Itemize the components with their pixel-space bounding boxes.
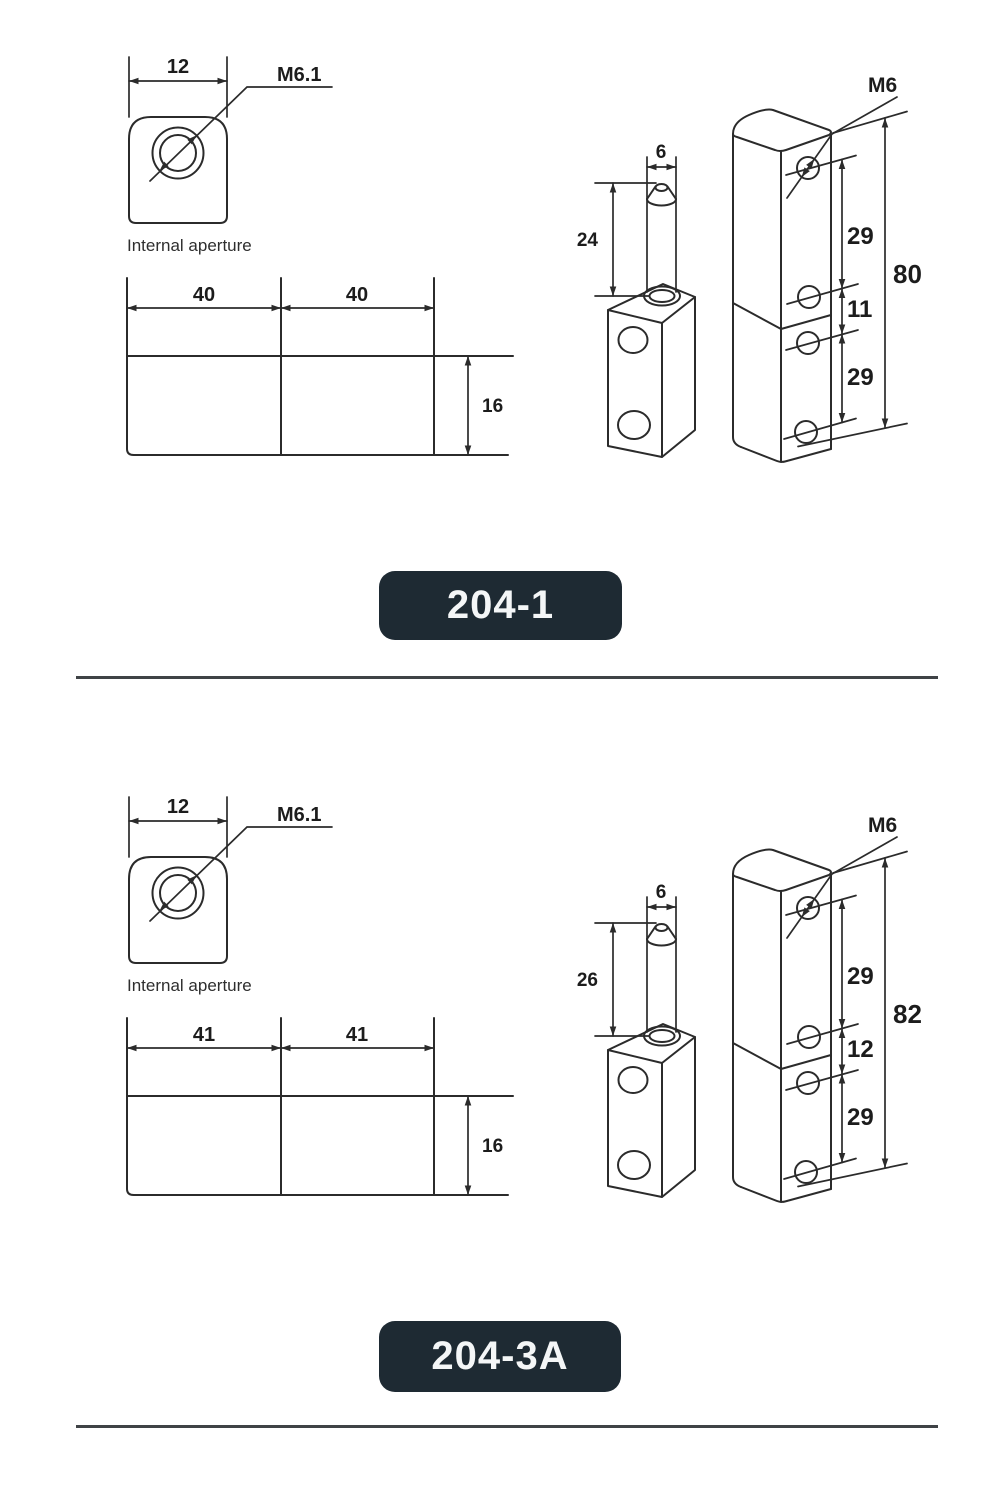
arrowhead xyxy=(272,305,282,312)
plate-mid-gap-label: 11 xyxy=(847,296,873,323)
aperture-width-label: 12 xyxy=(166,796,190,818)
thread-leader-line xyxy=(150,827,332,921)
tick-line xyxy=(833,112,907,134)
product-section-2 xyxy=(127,796,922,1202)
top-view-height-label: 16 xyxy=(482,396,504,417)
plate-bottom-edge xyxy=(741,1187,831,1202)
arrowhead xyxy=(610,287,617,297)
plate-3d-view xyxy=(733,74,922,462)
tick-line xyxy=(798,424,907,447)
tick-line xyxy=(833,852,907,874)
aperture-caption: Internal aperture xyxy=(127,976,252,995)
plate-top-gap-label: 29 xyxy=(847,223,874,250)
pin-tip xyxy=(656,184,668,191)
pin-socket-inner xyxy=(650,1030,675,1042)
arrowhead xyxy=(425,1045,435,1052)
plate-thread-label: M6 xyxy=(868,814,898,837)
arrowhead xyxy=(465,1186,472,1196)
arrowhead xyxy=(272,1045,282,1052)
pin-height-label: 24 xyxy=(576,230,598,251)
plate-thread-label: M6 xyxy=(868,74,898,97)
arrowhead xyxy=(610,1027,617,1037)
pin-tip xyxy=(656,924,668,931)
plate-top-face xyxy=(733,110,831,151)
block-hole-lower xyxy=(618,1151,650,1179)
aperture-width-label: 12 xyxy=(166,56,190,78)
plate-left-edge xyxy=(733,134,741,447)
arrowhead xyxy=(129,78,139,85)
top-view-right-label: 41 xyxy=(345,1024,369,1046)
plate-left-edge xyxy=(733,874,741,1187)
top-view-right-label: 40 xyxy=(345,284,369,306)
arrowhead xyxy=(882,1159,889,1169)
thread-leader-line xyxy=(150,87,332,181)
arrowhead xyxy=(281,305,291,312)
pin-tip-base-arc xyxy=(647,939,676,946)
arrowhead xyxy=(647,164,657,171)
arrowhead xyxy=(839,1065,846,1075)
pin-tip-chamfer xyxy=(647,187,676,200)
plate-overall-label: 80 xyxy=(893,259,922,289)
arrowhead xyxy=(667,904,677,911)
plate-overall-label: 82 xyxy=(893,999,922,1029)
pin-tip-base-arc xyxy=(647,199,676,206)
aperture-caption: Internal aperture xyxy=(127,236,252,255)
arrowhead xyxy=(839,325,846,335)
arrowhead xyxy=(127,1045,137,1052)
arrowhead xyxy=(127,305,137,312)
aperture-front-view xyxy=(127,796,332,995)
pin-socket-inner xyxy=(650,290,675,302)
arrowhead xyxy=(882,419,889,429)
section-divider xyxy=(76,676,938,679)
block-hole-upper xyxy=(619,1067,648,1093)
arrowhead xyxy=(281,1045,291,1052)
arrowhead xyxy=(465,356,472,366)
plate-top-face xyxy=(733,850,831,891)
tick-line xyxy=(798,1164,907,1187)
product-code-badge: 204-3A xyxy=(379,1321,621,1392)
top-view xyxy=(127,1018,513,1195)
pin-3d-view xyxy=(577,142,695,457)
plate-3d-view xyxy=(733,814,922,1202)
top-view xyxy=(127,278,513,455)
pin-tip-chamfer xyxy=(647,927,676,940)
plate-mid-gap-label: 12 xyxy=(847,1036,874,1063)
pin-diameter-label: 6 xyxy=(655,142,667,163)
aperture-front-view xyxy=(127,56,332,255)
pin-height-label: 26 xyxy=(576,970,598,991)
plate-bottom-gap-label: 29 xyxy=(847,1104,874,1131)
left-edge xyxy=(127,1018,134,1195)
aperture-thread-label: M6.1 xyxy=(277,804,322,826)
plate-bottom-edge xyxy=(741,447,831,462)
plate-hole-3 xyxy=(797,332,819,354)
product-section-1 xyxy=(127,56,922,462)
pin-diameter-label: 6 xyxy=(655,882,667,903)
plate-top-gap-label: 29 xyxy=(847,963,874,990)
arrowhead xyxy=(218,78,228,85)
arrowhead xyxy=(647,904,657,911)
arrowhead xyxy=(218,818,228,825)
product-code-badge: 204-1 xyxy=(379,571,622,640)
arrowhead xyxy=(465,1096,472,1106)
aperture-thread-label: M6.1 xyxy=(277,64,322,86)
left-edge xyxy=(127,278,134,455)
block-hole-lower xyxy=(618,411,650,439)
arrowhead xyxy=(667,164,677,171)
arrowhead xyxy=(610,183,617,193)
block-hole-upper xyxy=(619,327,648,353)
arrowhead xyxy=(610,923,617,933)
top-view-height-label: 16 xyxy=(482,1136,504,1157)
plate-bottom-gap-label: 29 xyxy=(847,364,874,391)
top-view-left-label: 41 xyxy=(192,1024,216,1046)
arrowhead xyxy=(129,818,139,825)
plate-hole-3 xyxy=(797,1072,819,1094)
arrowhead xyxy=(425,305,435,312)
pin-3d-view xyxy=(577,882,695,1197)
arrowhead xyxy=(465,446,472,456)
section-divider xyxy=(76,1425,938,1428)
top-view-left-label: 40 xyxy=(192,284,216,306)
